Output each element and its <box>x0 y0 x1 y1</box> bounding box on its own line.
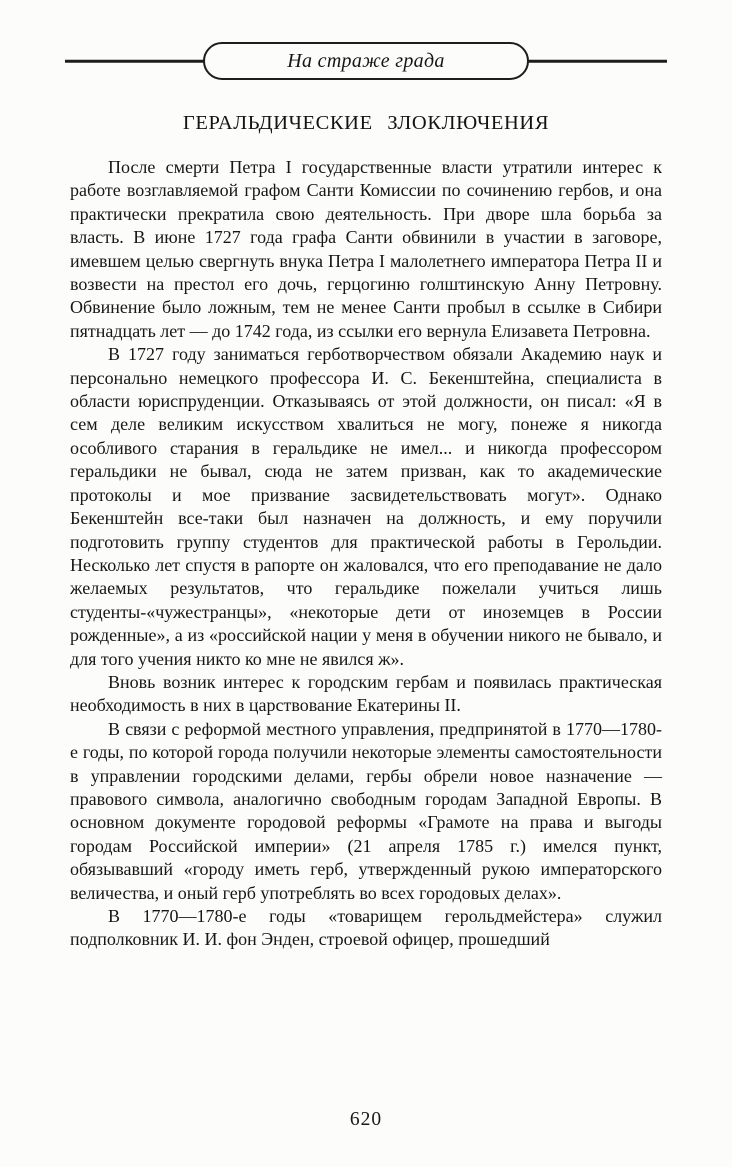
paragraph: В 1727 году заниматься герботворчеством обязали Академию наук и персонально немецкого профессора И. С. Бекенштейна, специалиста в области юриспруденции. Отказываясь от этой должности, он писал: «Я в сем деле великим искусством хвалиться не могу, понеже я никогда особливого старания в геральдике не имел... и никогда профессором геральдики не бывал, сюда не затем призван, как то академические протоколы и мое призвание засвидетельствовать могут». Однако Бекенштейн все-таки был назначен на должность, и ему поручили подготовить группу студентов для практической работы в Герольдии. Несколько лет спустя в рапорте он жаловался, что его преподавание не дало желаемых результатов, что геральдике пожелали учиться лишь студенты-«чужестранцы», «некоторые дети от иноземцев в России рожденные», а из «российской нации у меня в обучении никого не бывало, и для того учения никто ко мне не явился ж». <box>70 344 662 669</box>
chapter-title: ГЕРАЛЬДИЧЕСКИЕ ЗЛОКЛЮЧЕНИЯ <box>182 112 550 134</box>
page-number: 620 <box>349 1109 383 1130</box>
paragraph: Вновь возник интерес к городским гербам и появилась практическая необходимость в них в царствование Екатерины II. <box>70 671 662 716</box>
running-header-text: На страже града <box>287 49 445 72</box>
body-text <box>70 156 662 952</box>
paragraph: После смерти Петра I государственные власти утратили интерес к работе возглавляемой графом Санти Комиссии по сочинению гербов, и она практически прекратила свою деятельность. При дворе шла борьба за власть. В июне 1727 года графа Санти обвинили в участии в заговоре, имевшем целью свергнуть внука Петра I малолетнего императора Петра II и возвести на престол его дочь, герцогиню голштинскую Анну Петровну. Обвинение было ложным, тем не менее Санти пробыл в ссылке в Сибири пятнадцать лет — до 1742 года, из ссылки его вернула Елизавета Петровна. <box>70 157 662 341</box>
paragraph: В 1770—1780-е годы «товарищем герольдмейстера» служил подполковник И. И. фон Энден, строевой офицер, прошедший <box>70 906 662 950</box>
paragraph: В связи с реформой местного управления, предпринятой в 1770—1780-е годы, по которой города получили некоторые элементы самостоятельности в управлении городскими делами, гербы обрели новое назначение — правового символа, аналогично свободным городам Западной Европы. В основном документе городовой реформы «Грамоте на права и выгоды городам Российской империи» (21 апреля 1785 г.) имелся пункт, обязывавший «городу иметь герб, утвержденный рукою императорского величества, и оный герб употреблять во всех городовых делах». <box>70 718 662 903</box>
running-header <box>70 42 662 80</box>
header-cartouche <box>203 42 529 80</box>
